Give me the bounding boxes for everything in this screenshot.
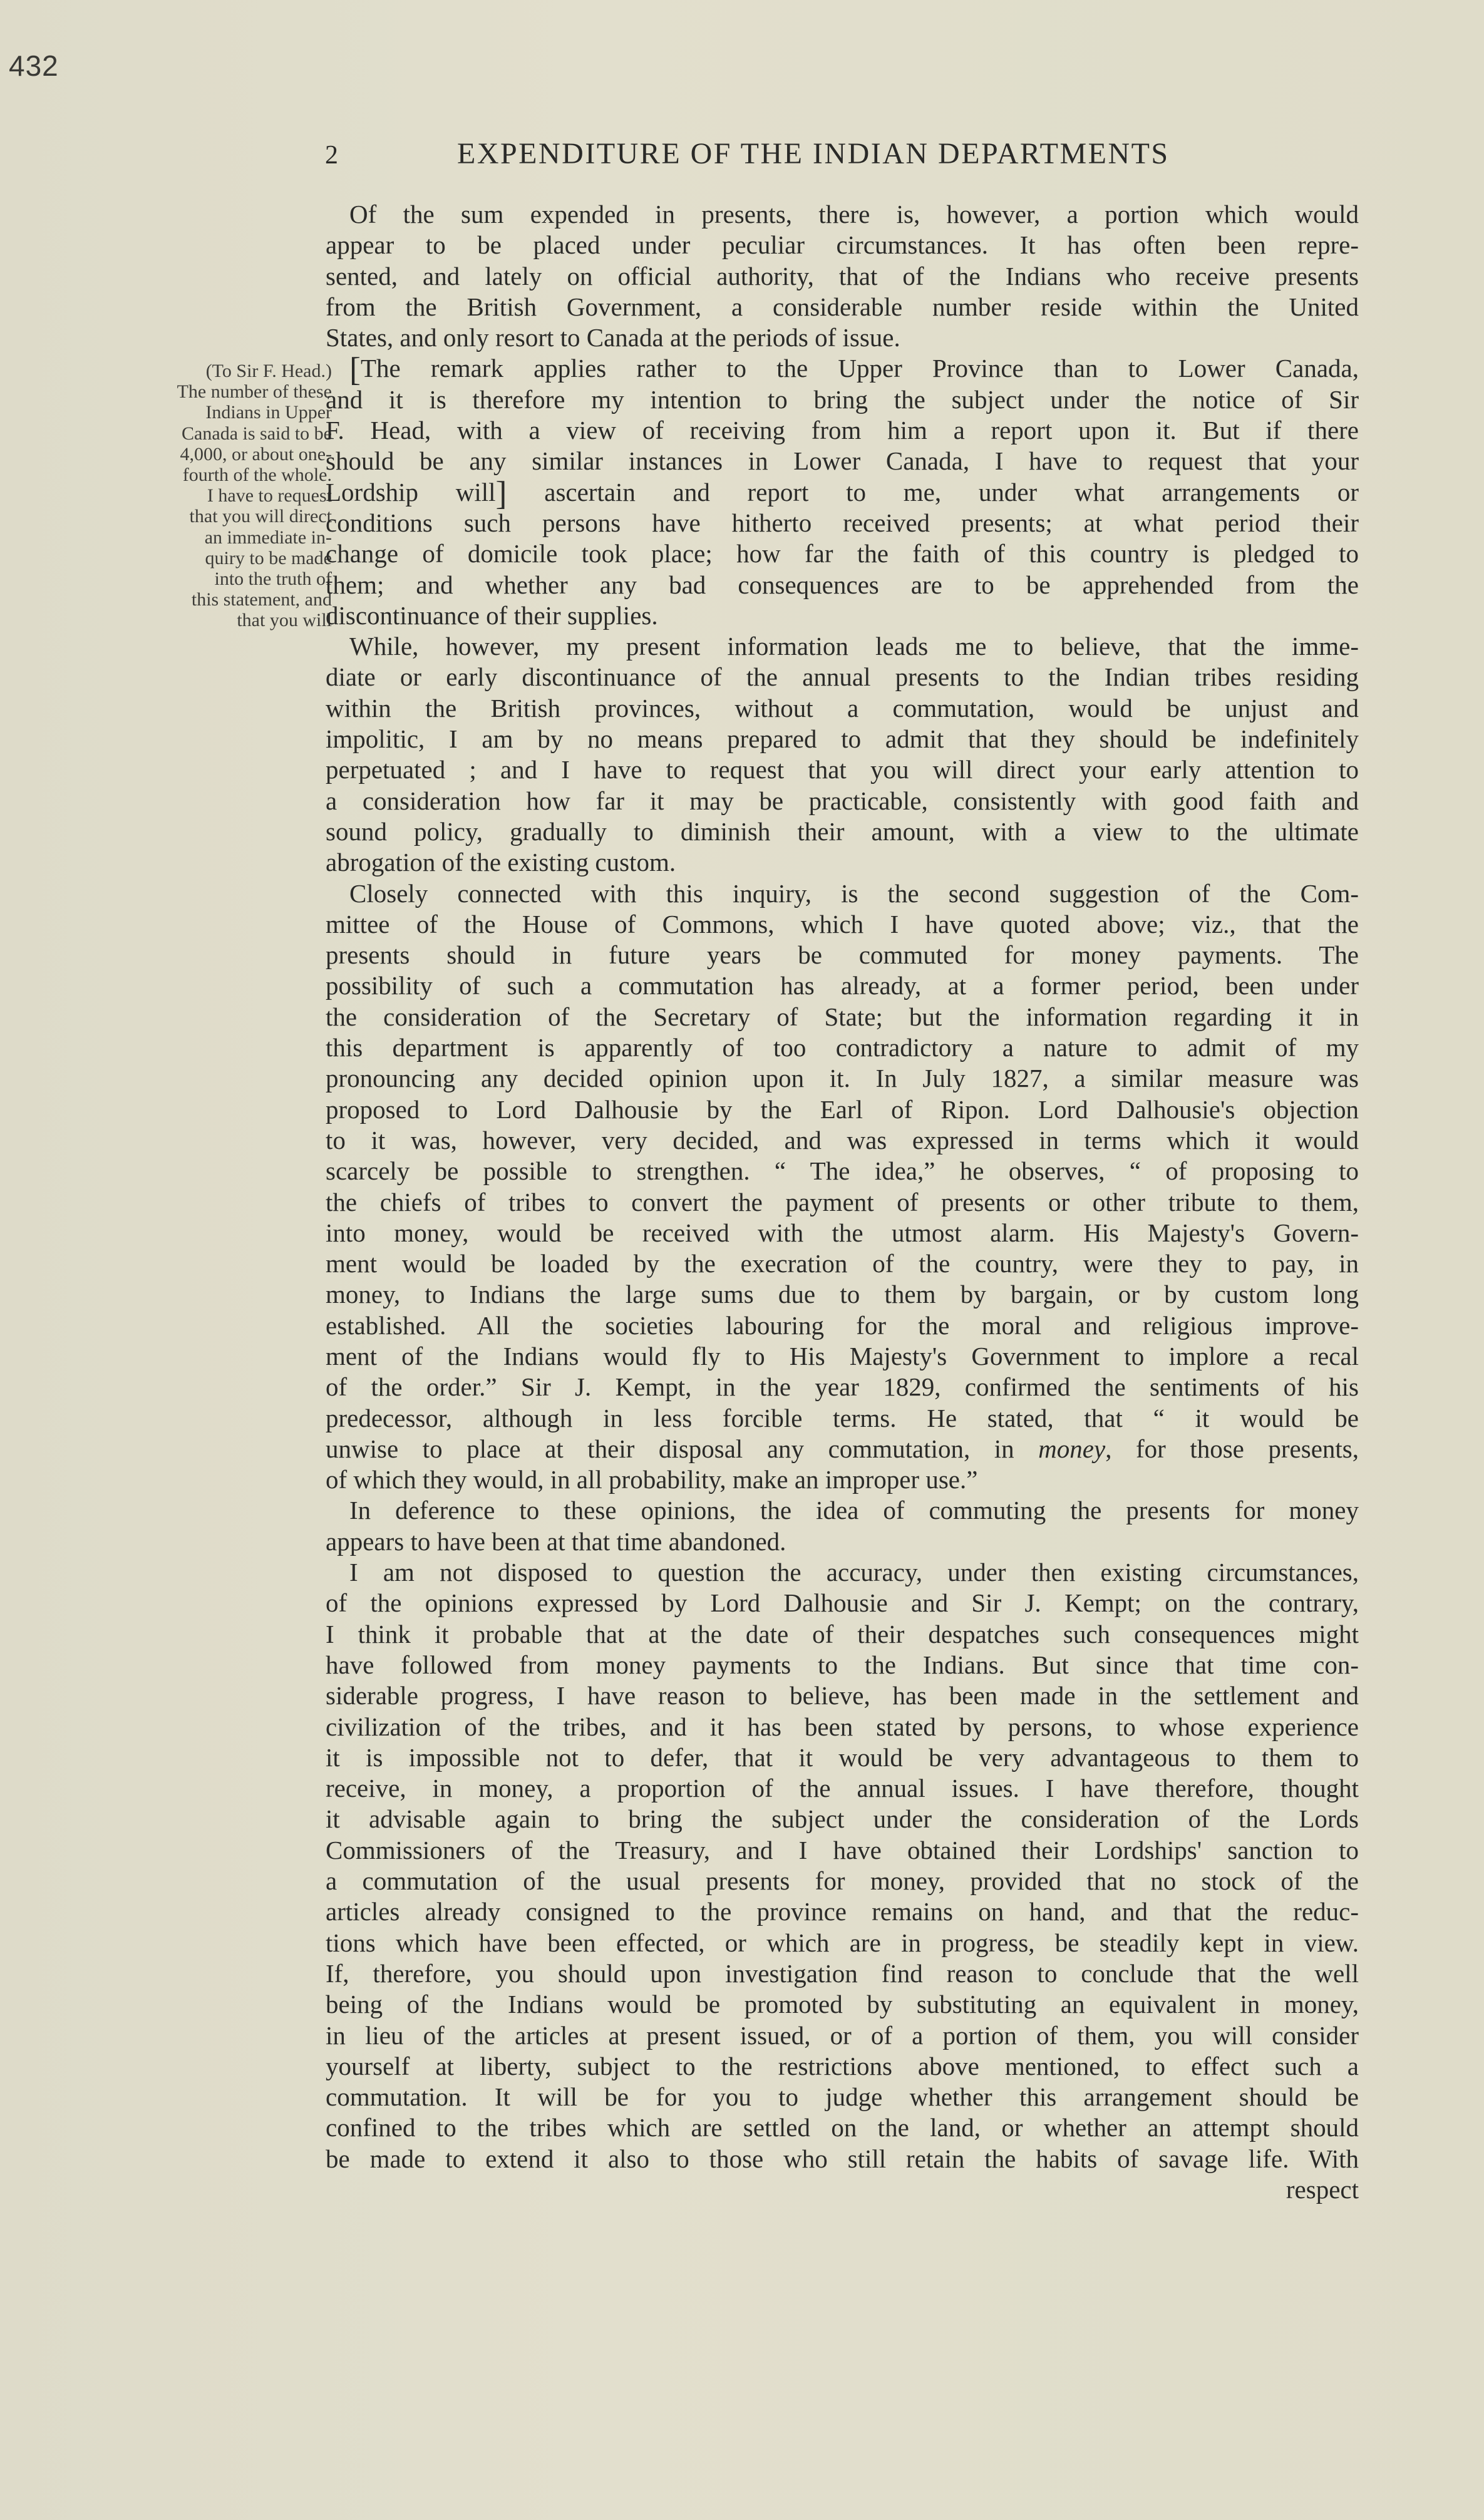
text-line-content: this department is apparently of too contradictory a nature to admit of my [326,1033,1359,1062]
text-line-content: proposed to Lord Dalhousie by the Earl of Ripon. Lord Dalhousie's objection [326,1094,1359,1124]
text-line-content: predecessor, although in less forcible terms. He stated, that “ it would be [326,1403,1359,1432]
margin-note-line: I have to request [207,485,332,507]
margin-note-line: that you will [237,610,332,631]
text-line [326,230,1359,260]
text-line-content: the consideration of the Secretary of State; but the information regarding it in [326,1002,1359,1031]
text-line-content: within the British provinces, without a commutation, would be unjust and [326,693,1359,723]
text-line-content: of the opinions expressed by Lord Dalhousie and Sir J. Kempt; on the contrary, [326,1588,1359,1618]
text-line [326,1218,1359,1248]
text-line-content: and it is therefore my intention to bring the subject under the notice of Sir [326,384,1359,414]
text-line-content: The remark applies rather to the Upper Province than to Lower Canada, [360,354,1359,383]
text-line [326,1094,1359,1125]
text-line-content: yourself at liberty, subject to the restrictions above mentioned, to effect such a [326,2051,1359,2080]
text-line-content: appear to be placed under peculiar circumstances. It has often been repre- [326,230,1359,260]
text-line-content: appears to have been at that time abandoned. [326,1526,786,1556]
text-line [326,786,1359,816]
text-line-content: sented, and lately on official authority, that of the Indians who receive presents [326,261,1359,291]
text-line [326,2144,1359,2174]
text-line-content: F. Head, with a view of receiving from him a report upon it. But if there [326,416,1359,445]
text-line-content: change of domicile took place; how far the faith of this country is pledged to [326,539,1359,568]
margin-note-line: fourth of the whole. [182,465,332,486]
text-line [326,662,1359,692]
text-line [326,1989,1359,2020]
text-line [326,1866,1359,1896]
text-line [326,1464,1359,1495]
text-line-content: pronouncing any decided opinion upon it. In July 1827, a similar measure was [326,1064,1359,1093]
text-line-content: should be any similar instances in Lower Canada, I have to request that your [326,446,1359,476]
text-line-content: have followed from money payments to the Indians. But since that time con- [326,1650,1359,1679]
text-line [326,909,1359,940]
text-line [326,508,1359,538]
text-line-content: If, therefore, you should upon investigation find reason to conclude that the well [326,1958,1359,1988]
italic-word: money [1038,1434,1106,1463]
text-line [326,1896,1359,1927]
text-line-content: civilization of the tribes, and it has been stated by persons, to whose experience [326,1712,1359,1741]
text-line [326,351,1359,389]
archive-page-number: 432 [9,49,59,82]
body-text [326,199,1359,2205]
text-line-content: impolitic, I am by no means prepared to admit that they should be indefinitely [326,724,1359,754]
text-line [326,631,1359,662]
text-line-content: commutation. It will be for you to judge whether this arrangement should be [326,2082,1359,2112]
text-line [326,1526,1359,1557]
margin-note-line: Indians in Upper [205,402,332,423]
text-line [326,292,1359,322]
text-line-content: perpetuated ; and I have to request that you will direct your early attention to [326,755,1359,784]
text-line-tail: , for those presents, [1105,1434,1359,1463]
text-line-content: Commissioners of the Treasury, and I have obtained their Lordships' sanction to [326,1835,1359,1864]
margin-note-line: The number of these [177,381,332,403]
text-line [326,384,1359,415]
text-line [326,724,1359,754]
margin-note-line: into the truth of [214,568,332,590]
editorial-bracket-close: ] [495,474,507,512]
text-line-content: receive, in money, a proportion of the annual issues. I have therefore, thought [326,1774,1359,1803]
text-line [326,322,1359,353]
text-line-content: it is impossible not to defer, that it would be very advantageous to them to [326,1742,1359,1772]
text-line-content: of the order.” Sir J. Kempt, in the year 1829, confirmed the sentiments of his [326,1372,1359,1402]
text-line [326,570,1359,600]
text-line-content: unwise to place at their disposal any commutation, in [326,1434,1039,1463]
editorial-bracket-open: [ [349,351,361,389]
text-line-content: Closely connected with this inquiry, is the second suggestion of the Com- [349,878,1359,908]
text-line [326,199,1359,230]
margin-note-line: this statement, and [191,589,332,610]
text-line [326,1002,1359,1032]
text-line-content: Lordship will [326,477,496,507]
text-line-content: them; and whether any bad consequences are to be apprehended from the [326,570,1359,599]
text-line-content: sound policy, gradually to diminish their amount, with a view to the ultimate [326,816,1359,846]
text-line-content: possibility of such a commutation has already, at a former period, been under [326,971,1359,1000]
text-line [326,754,1359,785]
text-line [326,970,1359,1001]
text-line-content: Of the sum expended in presents, there is, however, a portion which would [349,200,1359,229]
text-line-content: diate or early discontinuance of the annual presents to the Indian tribes residing [326,662,1359,692]
text-line [326,2051,1359,2082]
text-line-content: siderable progress, I have reason to believe, has been made in the settlement and [326,1681,1359,1710]
margin-note [5,361,332,631]
margin-note-line: an immediate in- [204,527,332,548]
text-line-content: ment would be loaded by the execration of the country, were they to pay, in [326,1249,1359,1278]
text-line [326,1187,1359,1218]
text-line [326,816,1359,847]
text-line-content: While, however, my present information leads me to believe, that the imme- [349,632,1359,661]
text-line [326,261,1359,292]
text-line-content: a consideration how far it may be practicable, consistently with good faith and [326,786,1359,815]
text-line-content: a commutation of the usual presents for money, provided that no stock of the [326,1866,1359,1896]
running-head: EXPENDITURE OF THE INDIAN DEPARTMENTS [457,137,1170,170]
text-line [326,1588,1359,1618]
text-line [326,1557,1359,1588]
text-line-content: discontinuance of their supplies. [326,600,658,630]
text-line [326,1928,1359,1958]
text-line-content: abrogation of the existing custom. [326,848,676,877]
text-line-content: In deference to these opinions, the idea of commuting the presents for money [349,1496,1359,1525]
text-line-content: scarcely be possible to strengthen. “ The idea,” he observes, “ of proposing to [326,1156,1359,1186]
text-line-tail: ascertain and report to me, under what arrangements or [507,477,1359,507]
text-line-content: confined to the tribes which are settled on the land, or whether an attempt should [326,2113,1359,2142]
text-line [326,1310,1359,1341]
margin-note-line: 4,000, or about one- [180,443,332,465]
text-line [326,1650,1359,1680]
text-line-content: mittee of the House of Commons, which I have quoted above; viz., that the [326,909,1359,939]
text-line [326,1063,1359,1094]
text-line [326,2020,1359,2051]
margin-note-line: Canada is said to be [182,423,332,444]
text-line [326,693,1359,724]
text-line [326,1835,1359,1866]
text-line [326,1156,1359,1186]
text-line-content: money, to Indians the large sums due to them by bargain, or by custom long [326,1280,1359,1309]
text-line [326,1804,1359,1834]
text-line [326,1372,1359,1402]
text-line [326,847,1359,878]
text-line [326,446,1359,476]
text-line [326,600,1359,631]
page-number: 2 [325,141,338,170]
text-line [326,538,1359,569]
text-line-content: I am not disposed to question the accuracy, under then existing circumstances, [349,1558,1359,1587]
text-line-content: into money, would be received with the utmost alarm. His Majesty's Govern- [326,1218,1359,1247]
catchword: respect [1286,2175,1359,2204]
text-line [326,1619,1359,1650]
text-line [326,1712,1359,1742]
text-line [326,415,1359,446]
text-line [326,2112,1359,2143]
text-line-content: it advisable again to bring the subject under the consideration of the Lords [326,1804,1359,1834]
text-line-content: articles already consigned to the province remains on hand, and that the reduc- [326,1897,1359,1926]
text-line-content: tions which have been effected, or which are in progress, be steadily kept in view. [326,1928,1359,1957]
text-line [326,940,1359,970]
text-line [326,1742,1359,1773]
margin-note-line: that you will direct [189,506,332,527]
text-line [326,474,1359,512]
text-line [326,878,1359,909]
text-line-content: conditions such persons have hitherto received presents; at what period their [326,508,1359,537]
text-line [326,2082,1359,2112]
text-line-content: I think it probable that at the date of their despatches such consequences might [326,1619,1359,1648]
text-line-content: ment of the Indians would fly to His Majesty's Government to implore a recal [326,1341,1359,1371]
text-line-content: be made to extend it also to those who still retain the habits of savage life. With [326,2144,1359,2173]
text-line-content: States, and only resort to Canada at the periods of issue. [326,323,900,352]
text-line [326,1032,1359,1063]
text-line [326,1341,1359,1372]
text-line [326,1680,1359,1711]
margin-note-line: (To Sir F. Head.) [205,361,332,381]
text-line-content: from the British Government, a considerable number reside within the United [326,292,1359,321]
text-line [326,1248,1359,1279]
text-line [326,1958,1359,1989]
text-line [326,1403,1359,1434]
text-line [326,1495,1359,1526]
text-line [326,1434,1359,1464]
text-line-content: being of the Indians would be promoted by substituting an equivalent in money, [326,1990,1359,2019]
text-line-content: in lieu of the articles at present issued, or of a portion of them, you will consider [326,2020,1359,2050]
text-line [326,1125,1359,1156]
text-line-content: of which they would, in all probability, make an improper use.” [326,1465,978,1494]
text-line-content: presents should in future years be commuted for money payments. The [326,940,1359,970]
text-line [326,1279,1359,1310]
text-line-content: established. All the societies labouring for the moral and religious improve- [326,1310,1359,1340]
margin-note-line: quiry to be made [205,547,332,568]
text-line-content: the chiefs of tribes to convert the payment of presents or other tribute to them, [326,1187,1359,1216]
text-line-content: to it was, however, very decided, and was expressed in terms which it would [326,1125,1359,1155]
text-line [326,1773,1359,1804]
